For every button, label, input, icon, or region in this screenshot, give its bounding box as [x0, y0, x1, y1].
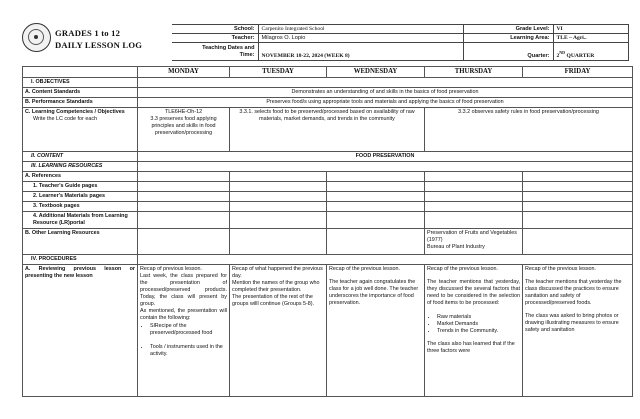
- competencies-label: [23, 108, 138, 152]
- resources-heading-fill: [138, 162, 633, 172]
- references-cell: [425, 172, 523, 182]
- learners-materials-cell: [327, 192, 425, 202]
- monday-intro: Last week, the class prepared for the presentation of processed/preserved products. Today, the class will present by group.: [140, 273, 227, 307]
- additional-materials-cell: [327, 212, 425, 229]
- thursday-text: The teacher mentions that yesterday, they discussed the several factors that need to be considered in the selection of food items to be processed:: [427, 279, 520, 306]
- textbook-pages-cell: [230, 202, 327, 212]
- friday-text-2: The class was asked to bring photos or drawing illustrating measures to ensure safety and sanitation: [525, 313, 619, 333]
- competency-tue-wed: 3.3.1. selects food to be preserved/processed based on availability of raw materials, market demands, and trends in the community: [230, 108, 425, 152]
- content-heading: II. CONTENT: [23, 152, 138, 162]
- area-value: TLE – Agri..: [553, 34, 628, 43]
- competency-thu-fri: 3.3.2 observes safety rules in food preservation/processing: [425, 108, 633, 152]
- performance-standards-label: B. Performance Standards: [23, 98, 138, 108]
- teacher-label: Teacher:: [172, 34, 258, 43]
- procedure-a-label: A. Reviewing previous lesson or presenting the new lesson: [23, 265, 138, 397]
- competencies-title: C. Learning Competencies / Objectives: [25, 109, 125, 115]
- content-value: FOOD PRESERVATION: [138, 152, 633, 162]
- teachers-guide-cell: [230, 182, 327, 192]
- teachers-guide-cell: [327, 182, 425, 192]
- list-item: • Trends in the Community.: [437, 328, 520, 335]
- additional-materials-cell: [523, 212, 633, 229]
- area-label: Learning Area:: [463, 34, 553, 43]
- day-thursday: THURSDAY: [425, 67, 523, 78]
- school-value: Carpenito Integrated School: [258, 25, 463, 34]
- textbook-pages-cell: [327, 202, 425, 212]
- monday-recap: Recap of previous lesson.: [140, 266, 203, 272]
- learners-materials-cell: [425, 192, 523, 202]
- quarter-value: [553, 43, 628, 61]
- list-item: • Tools / instruments used in the activity.: [150, 344, 227, 358]
- other-resources-cell: [327, 229, 425, 255]
- content-standards-value: Demonstrates an understanding of and skills in the basics of food preservation: [138, 88, 633, 98]
- wednesday-recap: Recap of the previous lesson.: [329, 266, 401, 272]
- monday-list: [140, 323, 227, 337]
- procedure-a-monday: [138, 265, 230, 397]
- monday-list-2: [140, 344, 227, 358]
- grade-value: VI: [553, 25, 628, 34]
- other-resources-cell: [138, 229, 230, 255]
- teachers-guide-label: 1. Teacher's Guide pages: [23, 182, 138, 192]
- objectives-heading: I. OBJECTIVES: [23, 78, 138, 88]
- thursday-text-2: The class also has learned that if the three factors were: [427, 341, 515, 354]
- procedures-heading: IV. PROCEDURES: [23, 255, 138, 265]
- references-cell: [138, 172, 230, 182]
- title-line-1: GRADES 1 to 12: [55, 28, 121, 38]
- day-tuesday: TUESDAY: [230, 67, 327, 78]
- grade-label: Grade Level:: [463, 25, 553, 34]
- competencies-subtitle: Write the LC code for each: [33, 116, 98, 122]
- log-title: [55, 27, 142, 51]
- other-resources-cell: [230, 229, 327, 255]
- friday-recap: Recap of the previous lesson.: [525, 266, 597, 272]
- objectives-heading-fill: [138, 78, 633, 88]
- corner-cell: [23, 67, 138, 78]
- teachers-guide-cell: [523, 182, 633, 192]
- thursday-recap: Recap of the previous lesson.: [427, 266, 499, 272]
- teacher-value: Milagros O. Lopio: [258, 34, 463, 43]
- dates-label: [172, 43, 258, 61]
- references-cell: [327, 172, 425, 182]
- dates-value: NOVEMBER 18-22, 2024 (WEEK 8): [258, 43, 463, 61]
- teachers-guide-cell: [425, 182, 523, 192]
- learners-materials-cell: [138, 192, 230, 202]
- procedure-a-tuesday: Recap of what happened the previous day. Mention the names of the group who completed their presentation. The presentation of the rest of the groups willl continue (Groups 5-8).: [230, 265, 327, 397]
- list-item: • Raw materials: [437, 314, 520, 321]
- learners-materials-cell: [230, 192, 327, 202]
- friday-text: The teacher mentions that yesterday the class discussed the practices to ensure sanitation and safety of processed/preserved foods.: [525, 279, 622, 306]
- additional-materials-cell: [138, 212, 230, 229]
- textbook-pages-cell: [138, 202, 230, 212]
- resources-heading: III. LEARNING RESOURCES: [23, 162, 138, 172]
- dates-label-line-1: Teaching Dates and: [202, 44, 255, 51]
- references-cell: [523, 172, 633, 182]
- procedure-a-thursday: [425, 265, 523, 397]
- textbook-pages-cell: [523, 202, 633, 212]
- textbook-pages-label: 3. Textbook pages: [23, 202, 138, 212]
- procedures-heading-fill: [138, 255, 633, 265]
- quarter-word: QUARTER: [565, 53, 595, 59]
- deped-seal-icon: [22, 23, 51, 52]
- additional-materials-label: 4. Additional Materials from Learning Resource (LR)portal: [23, 212, 138, 229]
- title-line-2: DAILY LESSON LOG: [55, 40, 143, 50]
- procedure-a-wednesday: [327, 265, 425, 397]
- competency-monday: TLE6HE-Oh-12 3.3 preserves food applying principles and skills in food preservation/processing: [138, 108, 230, 152]
- quarter-suffix: ND: [559, 50, 566, 56]
- day-friday: FRIDAY: [523, 67, 633, 78]
- content-standards-label: A. Content Standards: [23, 88, 138, 98]
- dates-label-line-2: Time:: [239, 51, 255, 58]
- thursday-list: [427, 314, 520, 335]
- other-resources-thursday: Preservation of Fruits and Vegetables (1977) Bureau of Plant Industry: [425, 229, 523, 255]
- quarter-number: 2: [556, 53, 560, 59]
- wednesday-text: The teacher again congratulates the class for a job well done. The teacher underscores the importance of food preservation.: [329, 279, 419, 306]
- learners-materials-label: 2. Learner's Materials pages: [23, 192, 138, 202]
- day-wednesday: WEDNESDAY: [327, 67, 425, 78]
- school-label: School:: [172, 25, 258, 34]
- additional-materials-cell: [425, 212, 523, 229]
- teachers-guide-cell: [138, 182, 230, 192]
- references-cell: [230, 172, 327, 182]
- textbook-pages-cell: [425, 202, 523, 212]
- list-item: • Market Demands: [437, 321, 520, 328]
- learners-materials-cell: [523, 192, 633, 202]
- additional-materials-cell: [230, 212, 327, 229]
- monday-mention: As mentioned, the presentation will contain the following:: [140, 308, 227, 321]
- lesson-log-table: [22, 66, 633, 397]
- day-monday: MONDAY: [138, 67, 230, 78]
- list-item: • SlRecipe of the preserved/processed food: [150, 323, 227, 337]
- other-resources-label: B. Other Learning Resources: [23, 229, 138, 255]
- performance-standards-value: Preserves food/s using appropriate tools and materials and applying the basics of food preservation: [138, 98, 633, 108]
- other-resources-cell: [523, 229, 633, 255]
- references-label: A. References: [23, 172, 138, 182]
- header-info-table: [172, 24, 629, 61]
- procedure-a-friday: [523, 265, 633, 397]
- quarter-label: Quarter:: [463, 43, 553, 61]
